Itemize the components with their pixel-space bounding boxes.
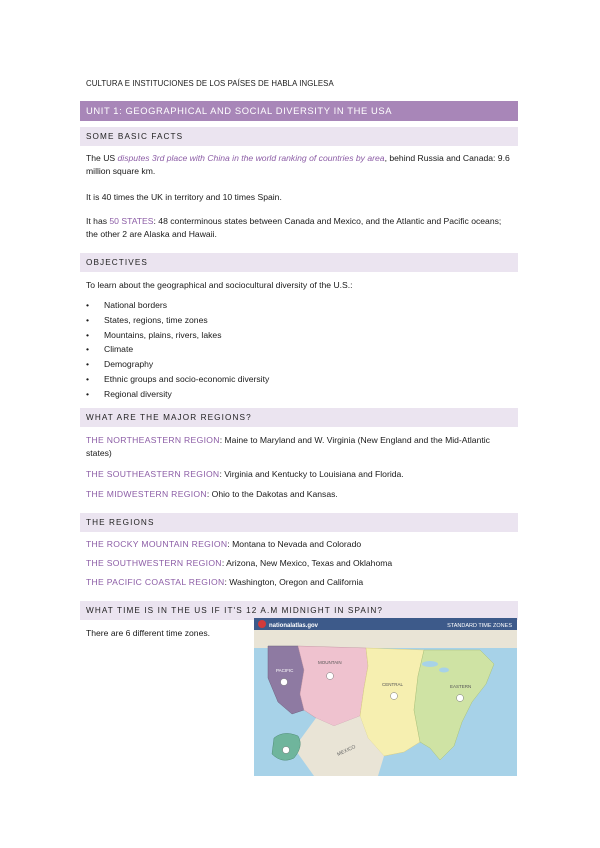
- zone-label-mountain: MOUNTAIN: [318, 660, 342, 665]
- region-label: THE PACIFIC COASTAL REGION: [86, 577, 225, 587]
- great-lakes: [439, 668, 449, 673]
- section-heading-regions: [80, 513, 518, 532]
- map-site-label: nationalatlas.gov: [269, 623, 319, 629]
- mexico-label: MEXICO: [336, 744, 357, 758]
- text-run: The US: [86, 153, 118, 163]
- region-midwestern: [86, 488, 514, 501]
- time-zones-map: [254, 618, 517, 776]
- region-label: THE ROCKY MOUNTAIN REGION: [86, 539, 228, 549]
- highlighted-text: disputes 3rd place with China in the world ranking of countries by area: [117, 153, 385, 163]
- list-item: • Mountains, plains, rivers, lakes: [86, 328, 269, 343]
- paragraph-size-comparison: It is 40 times the UK in territory and 10 times Spain.: [86, 192, 282, 202]
- list-item: • National borders: [86, 298, 269, 313]
- text-run: , behind Russia and Canada: 9.6 million square km.: [86, 153, 510, 176]
- section-heading-text: THE REGIONS: [86, 518, 155, 527]
- zone-label-pacific: PACIFIC: [276, 668, 294, 673]
- region-southeastern: [86, 468, 514, 481]
- paragraph-area-ranking: [86, 152, 514, 178]
- list-item: • Regional diversity: [86, 387, 269, 402]
- region-label: THE SOUTHEASTERN REGION: [86, 469, 220, 479]
- zone-central: [360, 648, 424, 756]
- section-heading-major-regions: [80, 408, 518, 427]
- paragraph-states: [86, 215, 514, 241]
- region-label: THE SOUTHWESTERN REGION: [86, 558, 222, 568]
- section-heading-text: SOME BASIC FACTS: [86, 132, 184, 141]
- region-label: THE MIDWESTERN REGION: [86, 489, 207, 499]
- region-description: : Arizona, New Mexico, Texas and Oklahoma: [221, 558, 393, 568]
- section-heading-text: OBJECTIVES: [86, 258, 148, 267]
- time-zones-map-graphic: [254, 618, 517, 776]
- region-description: : Virginia and Kentucky to Louisiana and Florida.: [219, 469, 404, 479]
- region-label: THE NORTHEASTERN REGION: [86, 435, 220, 445]
- section-heading-basic-facts: [80, 127, 518, 146]
- region-southwestern: [86, 557, 514, 570]
- section-heading-text: WHAT TIME IS IN THE US IF IT'S 12 A.M MIDNIGHT IN SPAIN?: [86, 606, 383, 615]
- zone-label-eastern: EASTERN: [450, 684, 472, 689]
- atlas-logo-icon: [258, 620, 266, 628]
- great-lakes: [422, 661, 438, 667]
- region-pacific-coastal: [86, 576, 514, 589]
- unit-title: UNIT 1: GEOGRAPHICAL AND SOCIAL DIVERSITY IN THE USA: [86, 105, 393, 116]
- text-run: It has: [86, 216, 110, 226]
- section-heading-objectives: [80, 253, 518, 272]
- unit-heading-bar: [80, 101, 518, 121]
- objectives-list: [86, 298, 269, 402]
- region-description: : Montana to Nevada and Colorado: [227, 539, 362, 549]
- region-description: : Ohio to the Dakotas and Kansas.: [206, 489, 338, 499]
- region-description: : Washington, Oregon and California: [224, 577, 364, 587]
- region-northeastern: [86, 434, 514, 460]
- list-item: • Demography: [86, 357, 269, 372]
- text-run: : 48 conterminous states between Canada and Mexico, and the Atlantic and Pacific oceans; the other 2 are Alaska and Hawaii.: [86, 216, 502, 239]
- region-rocky-mountain: [86, 538, 514, 551]
- canada-land: [254, 630, 517, 648]
- document-title: CULTURA E INSTITUCIONES DE LOS PAÍSES DE HABLA INGLESA: [86, 79, 334, 88]
- objectives-intro: To learn about the geographical and sociocultural diversity of the U.S.:: [86, 280, 353, 290]
- map-title: STANDARD TIME ZONES: [447, 623, 512, 629]
- list-item: • Climate: [86, 342, 269, 357]
- list-item: • States, regions, time zones: [86, 313, 269, 328]
- time-zones-text: There are 6 different time zones.: [86, 628, 211, 638]
- section-heading-text: WHAT ARE THE MAJOR REGIONS?: [86, 413, 252, 422]
- zone-label-central: CENTRAL: [382, 682, 404, 687]
- region-description: : Maine to Maryland and W. Virginia (New England and the Mid-Atlantic states): [86, 435, 490, 458]
- list-item: • Ethnic groups and socio-economic diversity: [86, 372, 269, 387]
- highlighted-text: 50 STATES: [109, 216, 154, 226]
